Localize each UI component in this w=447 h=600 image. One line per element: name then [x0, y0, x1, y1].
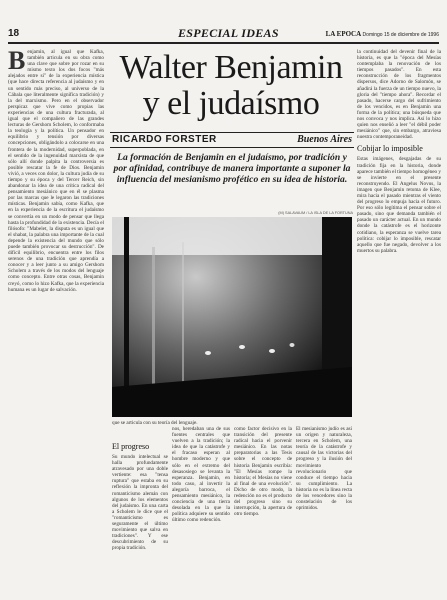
byline-bar: [110, 132, 354, 148]
photo-credit: (M) SALAVAUM / LA ISLA DE LA FORTUNA: [278, 211, 353, 215]
article-column-right: [357, 49, 441, 589]
article-title: [108, 50, 354, 122]
dateline-city: Buenos Aires: [297, 134, 352, 145]
column-4-text: como factor decisivo en la transición del presente radical hacia el porvenir mesiánico. En las notas preparatorias a las Tesis sobre el concepto de historia Benjamin escribía: "El Mesías rompe la historia; el Mesías no viene al final de una evolución". Dicho de otro modo, la redención no es el producto del progreso sino su interrupción, la apertura de otro tiempo.: [234, 426, 292, 518]
subheading-cobijar: Cobijar lo imposible: [357, 144, 423, 154]
column-2-lead: que se articula con su teoría del lenguaje.: [112, 420, 198, 426]
section-title: ESPECIAL IDEAS: [178, 26, 279, 40]
page-header: [8, 28, 439, 44]
column-3-text: nos, heredaban una de sus fuentes centrales que vuelven a la tradición; la idea de que la catástrofe y el fracaso esperan al hombre moderno y que sólo en el extremo del desasosiego se levanta la esperanza. Benjamin, en todo caso, al invertir la alegoría barroca, el pensamiento mesiánico, la conciencia de una tierra desolada en la que la política adquiere su sentido último como redención.: [172, 426, 230, 524]
title-line-1: Walter Benjamin: [119, 49, 343, 86]
masthead: [326, 30, 439, 38]
right-column-text-2: Estas imágenes, desgajadas de su tradición fija en la historia, donde aparece también el tiempo homogéneo y se invierte en el presente reconstruyendo. El Angelus Novus, la imagen que Benjamin retoma de Klee, mira hacia el pasado mientras el viento del progreso lo empuja hacia el futuro. Por eso sólo legítima el pensar sobre el pasado, sino que demanda también el pasado un carácter actual. En un mundo donde la catástrofe es el horizonte cotidiano, la esperanza se vuelve tarea política: cobijar lo imposible, rescatar aquello que fue negado, devolver a los muertos su palabra.: [357, 156, 441, 254]
column-2-text: Su mundo intelectual se halla profundamente atravesado por una doble vertiente: esa "tensa ruptura" que estaba en su reflexión la impronta del romanticismo alemán con algunos de los elementos del judaísmo. En una carta a Scholem le dice que el "romanticismo es seguramente el último movimiento que salva en tradiciones". Y ese descubrimiento de su propia tradición.: [112, 454, 168, 552]
photo-image: [112, 217, 352, 417]
article-column-4: [234, 426, 292, 590]
subheading-progreso: El progreso: [112, 442, 150, 451]
article-photo: [112, 217, 352, 417]
drop-cap: B: [8, 49, 26, 75]
title-line-2: y el judaísmo: [142, 85, 320, 122]
masthead-name: LA EPOCA: [325, 30, 362, 38]
article-column-2: [112, 440, 168, 590]
masthead-date: Domingo 15 de diciembre de 1996: [362, 32, 439, 38]
article-lede: La formación de Benjamin en el judaísmo, por tradición y por afinidad, contribuye de manera importante a suponer la influencia del mesianismo profético en su idea de historia.: [113, 152, 351, 185]
right-column-text: la continuidad del devenir final de la historia, es que la "época del Mesías contemplaba la renovación de los tiempos pasados". En esta reconstrucción de los fragmentos dispersos, dice Adorno de Salomón, se añadirá la fuerza de un tiempo nuevo, la gloria del "tiempo ahora". Recordar el pasado, hacerse cargo del sufrimiento de los vencidos, es en Benjamin una forma de la política; una búsqueda que nos convoca y nos implica. Así lo hizo quien nos enseñó a leer "el débil poder mesiánico" que, sin embargo, atraviesa nuestra contemporaneidad.: [357, 49, 441, 141]
author-name: RICARDO FORSTER: [112, 134, 217, 145]
article-column-5: [296, 426, 352, 590]
page-number: 18: [8, 28, 20, 39]
article-column-3: [172, 426, 230, 590]
article-column-1: [8, 49, 104, 589]
column-1-text: enjamin, al igual que Kafka, también articula en su obra como una clave que sobre por rozar en su mismo texto los dos focos "más alejados entre sí" de la experiencia mística (que hace directa referencia al judaísmo y en un sentido más preciso, al universo de la Cábala que literalmente significa tradición) y la del marxismo. Pero en el observador perspicaz que vive como propias las experiencias de una cultura fracturada, al igual que el compañero de las grandes lecturas de Gershom Scholem, lo conformaba la teología y la política. Un pensador en equilibrio y tensión por diversas concepciones, obligándolo a colocarse en una frontera de la modernidad, superpoblada, en el sentido de la ingenuidad marxista de que sólo allí donde palpita la controversia es posible rescatar la fe de Dios. Benjamin vivió, a veces con dolor, la cultura judía de su tiempo y su época y del Tercer Reich, sin abandonar la idea de una crítica radical del pensamiento mesiánico que en él se plasma por las marcas que le legaron las tradiciones místicas. Benjamin sabía, como Kafka, que en la experiencia de la escritura el judaísmo se convertía en un modo de pensar que llega hasta la profundidad de la existencia. Decía el filósofo: "Mabelet, la disputa es un igual que el shabat, la palabra una importante de la cual depende la existencia del mundo que sólo puede también provocar su destrucción". De difícil equilibrio, encuentra entre los filos serenos de una tradición que aprendía a conocer y a leer junto a su amigo Gershom Scholem a través de los modos del lenguaje como concepto. Entre otras cosas, Benjamin creyó, como lo hizo Kafka, que la experiencia humana es un lugar de salvación.: [8, 49, 104, 293]
column-5-text: El mesianismo judío es así un origen y naturaleza, tercera en Scholem, una teoría de la catástrofe y causal de las victorias del progreso y la ilusión del movimiento revolucionario que conduce el tiempo hacia su cumplimiento. La historia no es la línea recta de los vencedores sino la constelación de los oprimidos.: [296, 426, 352, 512]
